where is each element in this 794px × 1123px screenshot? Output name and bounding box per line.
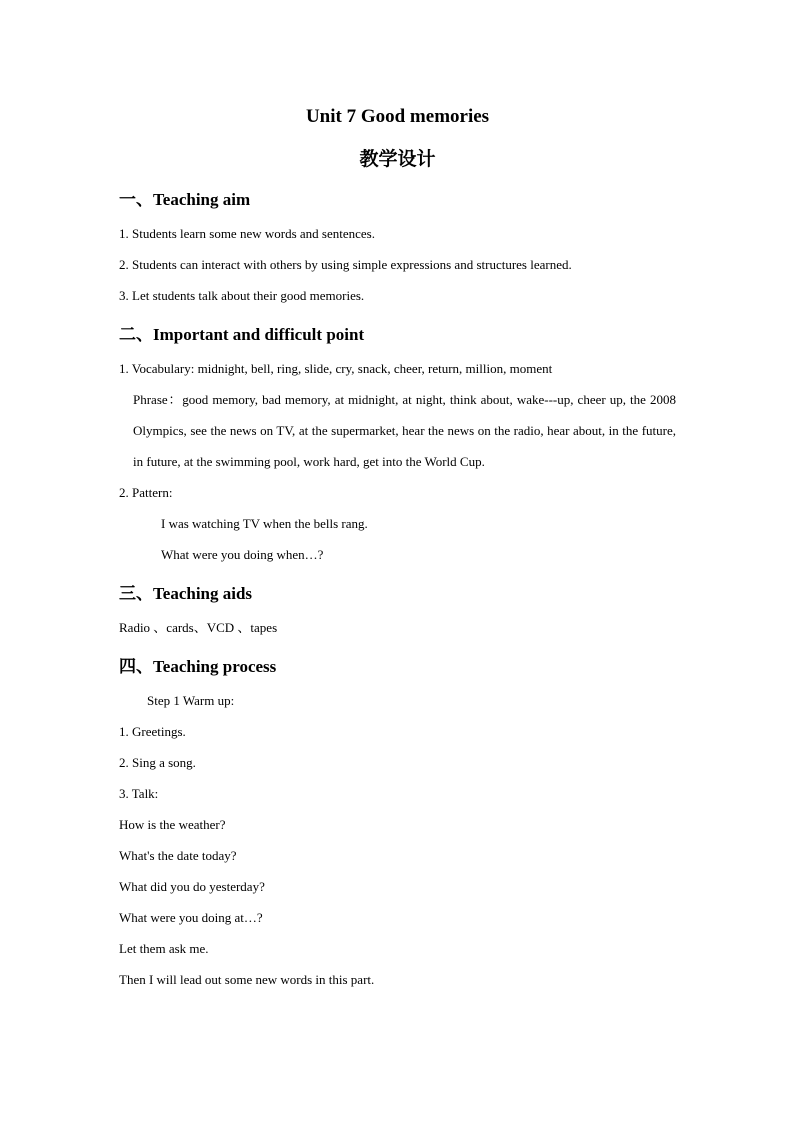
vocabulary-line: 1. Vocabulary: midnight, bell, ring, slide, cry, snack, cheer, return, million, moment [119, 361, 553, 376]
process-line: What did you do yesterday? [119, 879, 265, 894]
aim-line: 1. Students learn some new words and sentences. [119, 226, 375, 241]
section-important-points [119, 321, 676, 570]
phrase-paragraph: Phrase：good memory, bad memory, at midnight, at night, think about, wake---up, cheer up, the 2008 Olympics, see the news on TV, at the supermarket, hear the news on the radio, hear about, in the future, in future, at the swimming pool, work hard, get into the World Cup. [133, 392, 676, 469]
pattern-label: 2. Pattern: [119, 485, 173, 500]
section-number: 三、 [119, 584, 153, 604]
process-line: How is the weather? [119, 817, 226, 832]
section-number: 四、 [119, 657, 153, 677]
section-title: Teaching process [153, 657, 277, 676]
pattern-line: I was watching TV when the bells rang. [161, 516, 368, 531]
section-teaching-process [119, 653, 676, 995]
aim-line: 2. Students can interact with others by using simple expressions and structures learned. [119, 257, 572, 272]
section-teaching-aids [119, 580, 676, 643]
section-heading [119, 186, 676, 214]
section-number: 二、 [119, 325, 153, 345]
section-heading [119, 580, 676, 608]
section-teaching-aim [119, 186, 676, 311]
process-line: What were you doing at…? [119, 910, 263, 925]
process-line: Then I will lead out some new words in this part. [119, 972, 375, 987]
process-line: 1. Greetings. [119, 724, 186, 739]
aim-line: 3. Let students talk about their good memories. [119, 288, 365, 303]
process-line: What's the date today? [119, 848, 237, 863]
process-line: Let them ask me. [119, 941, 209, 956]
section-title: Teaching aids [153, 584, 253, 603]
section-title: Important and difficult point [153, 325, 365, 344]
section-heading [119, 653, 676, 681]
document-page [119, 100, 676, 995]
aids-line: Radio 、cards、VCD 、tapes [119, 620, 278, 635]
pattern-line: What were you doing when…? [161, 547, 324, 562]
section-heading [119, 321, 676, 349]
section-number: 一、 [119, 190, 153, 210]
process-line: 2. Sing a song. [119, 755, 196, 770]
document-title: Unit 7 Good memories [305, 106, 490, 127]
section-title: Teaching aim [153, 190, 251, 209]
process-line: 3. Talk: [119, 786, 159, 801]
step-label: Step 1 Warm up: [147, 693, 235, 708]
document-subtitle: 教学设计 [359, 148, 436, 170]
